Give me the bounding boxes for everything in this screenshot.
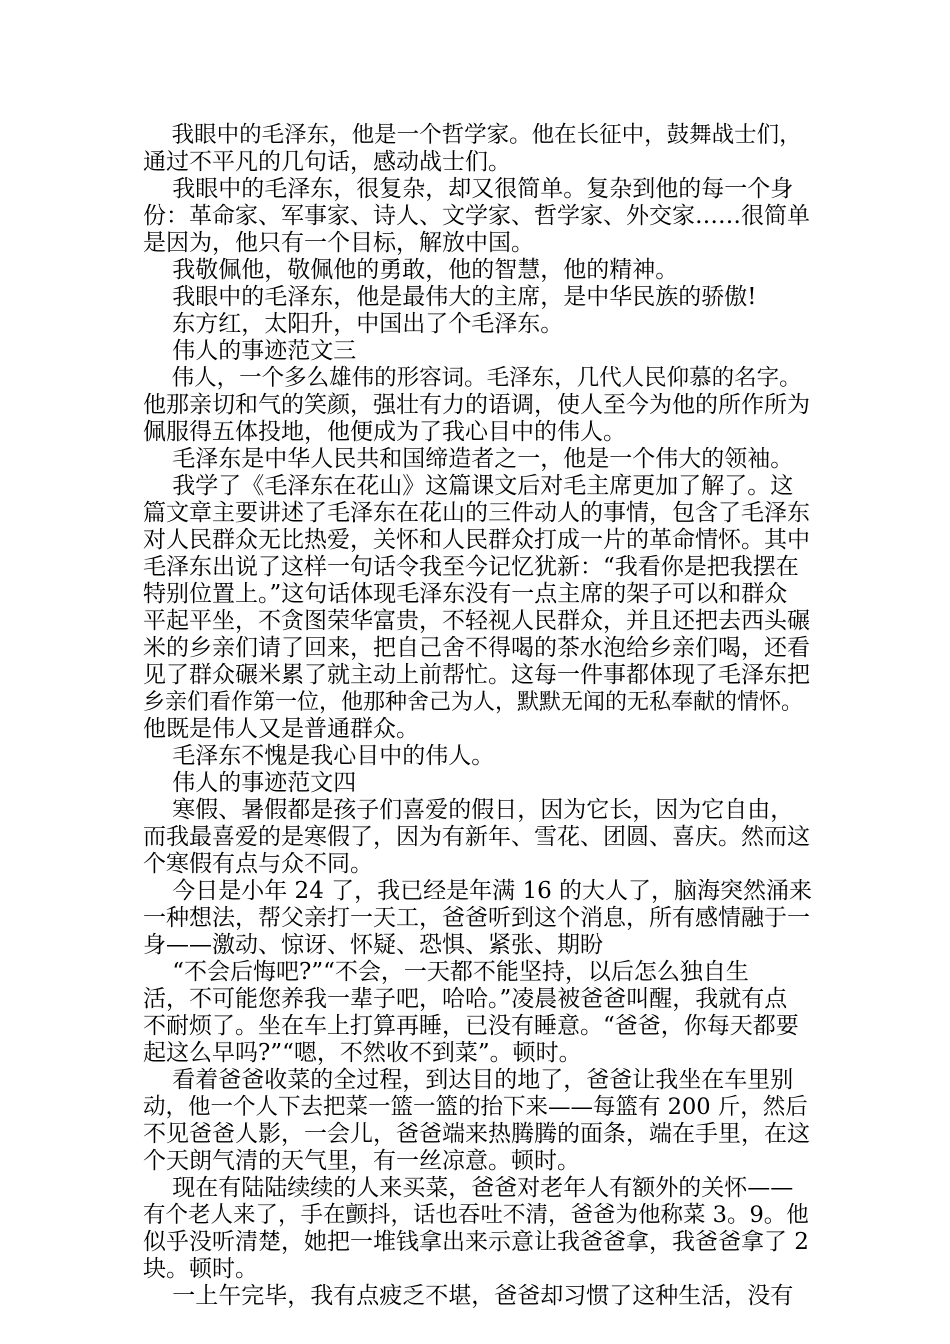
text-line: 平起平坐，不贪图荣华富贵，不轻视人民群众，并且还把去西头碾 [143, 608, 810, 634]
text-line: 看着爸爸收菜的全过程，到达目的地了，爸爸让我坐在车里别 [143, 1067, 794, 1093]
text-line: 动，他一个人下去把菜一篮一篮的抬下来——每篮有 200 斤，然后 [143, 1094, 808, 1120]
text-line: 不见爸爸人影，一会儿，爸爸端来热腾腾的面条，端在手里，在这 [143, 1121, 810, 1147]
text-line: 一上午完毕，我有点疲乏不堪，爸爸却习惯了这种生活，没有 [143, 1283, 794, 1309]
text-line: 个天朗气清的天气里，有一丝凉意。顿时。 [143, 1148, 580, 1174]
text-line: 活，不可能您养我一辈子吧，哈哈。”凌晨被爸爸叫醒，我就有点 [143, 986, 788, 1012]
text-line: 份：革命家、军事家、诗人、文学家、哲学家、外交家……很简单 [143, 203, 810, 229]
text-line: “不会后悔吧?”“不会，一天都不能坚持，以后怎么独自生 [143, 959, 749, 985]
text-line: 是因为，他只有一个目标，解放中国。 [143, 230, 534, 256]
text-line: 特别位置上。”这句话体现毛泽东没有一点主席的架子可以和群众 [143, 581, 788, 607]
text-line: 我眼中的毛泽东，他是最伟大的主席，是中华民族的骄傲! [143, 284, 757, 310]
text-line: 今日是小年 24 了，我已经是年满 16 的大人了，脑海突然涌来 [143, 878, 813, 904]
text-line: 佩服得五体投地，他便成为了我心目中的伟人。 [143, 419, 626, 445]
text-line: 个寒假有点与众不同。 [143, 851, 373, 877]
text-line: 我学了《毛泽东在花山》这篇课文后对毛主席更加了解了。这 [143, 473, 794, 499]
text-line: 我眼中的毛泽东，很复杂，却又很简单。复杂到他的每一个身 [143, 176, 794, 202]
text-line: 一种想法，帮父亲打一天工，爸爸听到这个消息，所有感情融于一 [143, 905, 810, 931]
text-line: 身——激动、惊讶、怀疑、恐惧、紧张、期盼 [143, 932, 603, 958]
text-line: 他既是伟人又是普通群众。 [143, 716, 419, 742]
text-line: 现在有陆陆续续的人来买菜，爸爸对老年人有额外的关怀—— [143, 1175, 794, 1201]
text-line: 有个老人来了，手在颤抖，话也吞吐不清，爸爸为他称菜 3。9。他 [143, 1202, 809, 1228]
text-line: 乡亲们看作第一位，他那种舍己为人，默默无闻的无私奉献的情怀。 [143, 690, 804, 715]
text-line: 而我最喜爱的是寒假了，因为有新年、雪花、团圆、喜庆。然而这 [143, 824, 810, 850]
text-line: 通过不平凡的几句话，感动战士们。 [143, 149, 511, 175]
document-body [143, 122, 815, 1310]
text-line: 他那亲切和气的笑颜，强壮有力的语调，使人至今为他的所作所为 [143, 392, 810, 418]
text-line: 寒假、暑假都是孩子们喜爱的假日，因为它长，因为它自由， [143, 797, 794, 823]
text-line: 见了群众碾米累了就主动上前帮忙。这每一件事都体现了毛泽东把 [143, 662, 810, 688]
text-line: 似乎没听清楚，她把一堆钱拿出来示意让我爸爸拿，我爸爸拿了 2 [143, 1229, 809, 1255]
text-line: 伟人，一个多么雄伟的形容词。毛泽东，几代人民仰慕的名字。 [143, 365, 802, 391]
section-heading: 伟人的事迹范文三 [143, 338, 357, 364]
text-line: 块。顿时。 [143, 1256, 258, 1282]
text-line: 对人民群众无比热爱，关怀和人民群众打成一片的革命情怀。其中 [143, 527, 810, 553]
text-line: 我眼中的毛泽东，他是一个哲学家。他在长征中，鼓舞战士们， [143, 122, 802, 148]
text-line: 毛泽东不愧是我心目中的伟人。 [143, 743, 495, 769]
text-line: 篇文章主要讲述了毛泽东在花山的三件动人的事情，包含了毛泽东 [143, 500, 810, 526]
text-line: 起这么早吗?”“嗯，不然收不到菜”。顿时。 [143, 1040, 582, 1066]
section-heading: 伟人的事迹范文四 [143, 770, 357, 796]
text-line: 米的乡亲们请了回来，把自己舍不得喝的茶水泡给乡亲们喝，还看 [143, 635, 810, 661]
text-line: 毛泽东是中华人民共和国缔造者之一，他是一个伟大的领袖。 [143, 446, 794, 472]
text-line: 不耐烦了。坐在车上打算再睡，已没有睡意。“爸爸，你每天都要 [143, 1013, 799, 1039]
text-line: 我敬佩他，敬佩他的勇敢，他的智慧，他的精神。 [143, 257, 679, 283]
text-line: 毛泽东出说了这样一句话令我至今记忆犹新：“我看你是把我摆在 [143, 554, 799, 580]
text-line: 东方红，太阳升，中国出了个毛泽东。 [143, 311, 564, 337]
